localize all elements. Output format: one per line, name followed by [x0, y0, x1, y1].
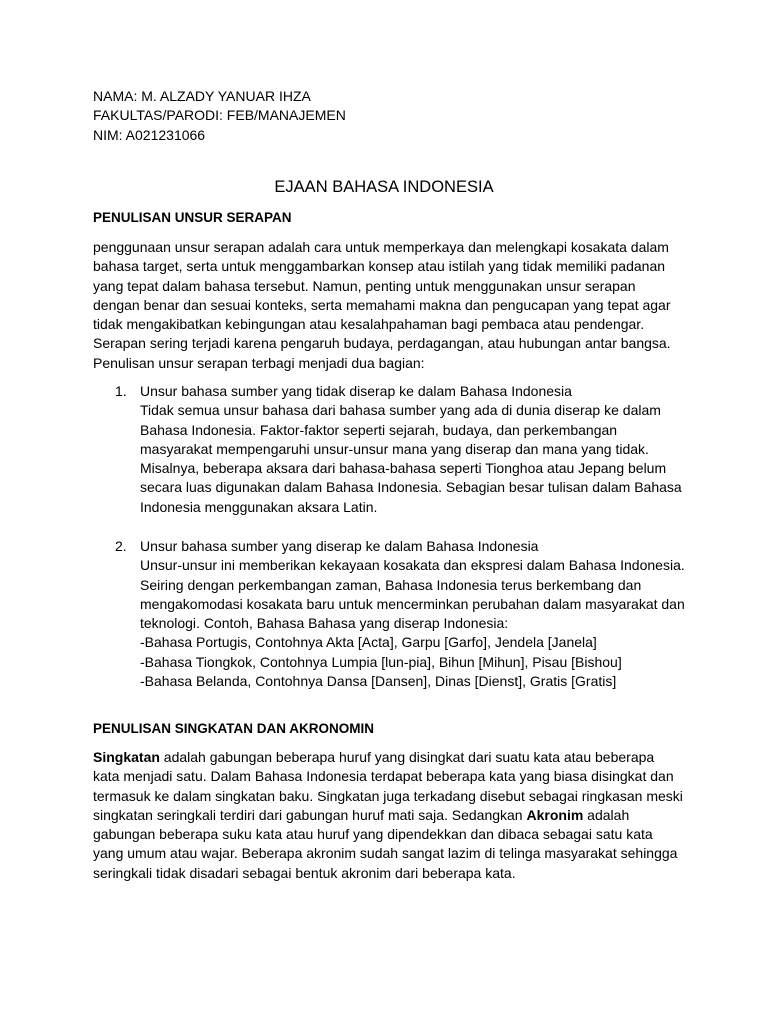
singkatan-text: adalah gabungan beberapa huruf yang disingkat dari suatu kata atau beberapa kata menjadi satu. Dalam Bahasa Indonesia terdapat beberapa kata yang biasa disingkat dan termasuk ke dalam singkatan baku. Singkatan juga terkadang disebut sebagai ringkasan meski singkatan seringkali terdiri dari gabungan huruf mati saja. Sedangkan [93, 749, 683, 823]
list-item-text: Unsur-unsur ini memberikan kekayaan kosakata dan ekspresi dalam Bahasa Indonesia. Seiring dengan perkembangan zaman, Bahasa Indonesia terus berkembang dan mengakomodasi kosakata baru untuk mencerminkan perubahan dalam masyarakat dan teknologi. Contoh, Bahasa Bahasa yang diserap Indonesia: [140, 557, 685, 632]
section-heading-serapan: PENULISAN UNSUR SERAPAN [93, 210, 292, 225]
term-akronim: Akronim [526, 806, 584, 823]
serapan-intro: penggunaan unsur serapan adalah cara untuk memperkaya dan melengkapi kosakata dalam bahasa target, serta untuk menggambarkan konsep atau istilah yang tidak memiliki padanan yang tepat dalam bahasa tersebut. Namun, penting untuk menggunakan unsur serapan dengan benar dan sesuai konteks, serta memahami makna dan pengucapan yang tepat agar tidak mengakibatkan kebingungan atau kesalahpahaman bagi pembaca atau pendengar. Serapan sering terjadi karena pengaruh budaya, perdagangan, atau hubungan antar bangsa. Penulisan unsur serapan terbagi menjadi dua bagian: [93, 239, 671, 371]
example-tiongkok: -Bahasa Tiongkok, Contohnya Lumpia [lun-pia], Bihun [Mihun], Pisau [Bishou] [140, 653, 622, 670]
list-item-2 [115, 537, 685, 691]
student-name: NAMA: M. ALZADY YANUAR IHZA [93, 88, 311, 104]
akronim-text: adalah gabungan beberapa suku kata atau huruf yang dipendekkan dan dibaca sebagai satu kata yang umum atau wajar. Beberapa akronim sudah sangat lazim di telinga masyarakat sehingga seringkali tidak disadari sebagai bentuk akronim dari beberapa kata. [93, 806, 678, 881]
example-portugis: -Bahasa Portugis, Contohnya Akta [Acta], Garpu [Garfo], Jendela [Janela] [140, 634, 597, 651]
list-item-text: Tidak semua unsur bahasa dari bahasa sumber yang ada di dunia diserap ke dalam Bahasa Indonesia. Faktor-faktor seperti sejarah, budaya, dan perkembangan masyarakat mempengaruhi unsur-unsur mana yang diserap dan mana yang tidak. Misalnya, beberapa aksara dari bahasa-bahasa seperti Tionghoa atau Jepang belum secara luas digunakan dalam Bahasa Indonesia. Sebagian besar tulisan dalam Bahasa Indonesia menggunakan aksara Latin. [140, 402, 682, 515]
list-item-1 [115, 382, 685, 517]
student-nim: NIM: A021231066 [93, 126, 206, 143]
example-belanda: -Bahasa Belanda, Contohnya Dansa [Dansen], Dinas [Dienst], Gratis [Gratis] [140, 673, 617, 690]
list-number: 1. [115, 383, 127, 399]
document-title: EJAAN BAHASA INDONESIA [274, 178, 494, 196]
list-number: 2. [115, 538, 127, 554]
list-item-title: Unsur bahasa sumber yang tidak diserap ke dalam Bahasa Indonesia [140, 383, 572, 399]
student-info [93, 87, 346, 145]
term-singkatan: Singkatan [93, 749, 160, 765]
singkatan-paragraph [93, 748, 683, 883]
student-faculty: FAKULTAS/PARODI: FEB/MANAJEMEN [93, 107, 346, 124]
section-heading-singkatan: PENULISAN SINGKATAN DAN AKRONOMIN [93, 721, 374, 736]
list-item-title: Unsur bahasa sumber yang diserap ke dalam Bahasa Indonesia [140, 538, 539, 554]
